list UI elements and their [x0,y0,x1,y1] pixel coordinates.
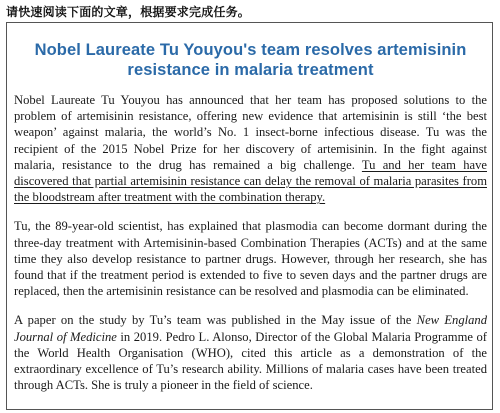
paragraph-3-text-after: in 2019. Pedro L. Alonso, Director of the Global Malaria Programme of the World Health Organisation (WHO), cited this article as a demonstration of the extraordinary excellence of Tu’s research ability. Millions of malaria cases have been treated through ACTs. She is truly a pioneer in the field of science. [14,329,487,393]
underlined-sentence: Tu and her team have discovered that partial artemisinin resistance can delay the removal of malaria parasites from the bloodstream after treatment with the combination therapy. [14,157,487,205]
article-title: Nobel Laureate Tu Youyou's team resolves artemisinin resistance in malaria treatment [34,41,467,79]
paragraph-1-text: Nobel Laureate Tu Youyou has announced that her team has proposed solutions to the problem of artemisinin resistance, offering new evidence that artemisinin is still ‘the best weapon’ against malaria, the world’s No. 1 insect-borne infectious disease. Tu was the recipient of the 2015 Nobel Prize for her discovery of artemisinin. In the fight against malaria, resistance to the drug has remained a big challenge. [14,93,487,172]
paragraph-3-text-before: A paper on the study by Tu’s team was published in the May issue of the [14,313,417,328]
article-paragraph-1 [14,92,487,205]
article-paragraph-3 [14,312,487,393]
paragraph-2-text: Tu, the 89-year-old scientist, has explained that plasmodia can become dormant during the three-day treatment with Artemisinin-based Combination Therapies (ACTs) and at the same time they also develop resistance to partner drugs. However, through her research, she has found that if the treatment period is extended to five to seven days and the partner drugs are replaced, then the artemisinin resistance can be resolved and plasmodia can be eliminated. [14,219,487,299]
article-paragraph-2 [14,218,487,299]
article-box [6,22,493,410]
task-instruction: 请快速阅读下面的文章，根据要求完成任务。 [6,5,251,19]
journal-name: New England Journal of Medicine [14,313,488,344]
